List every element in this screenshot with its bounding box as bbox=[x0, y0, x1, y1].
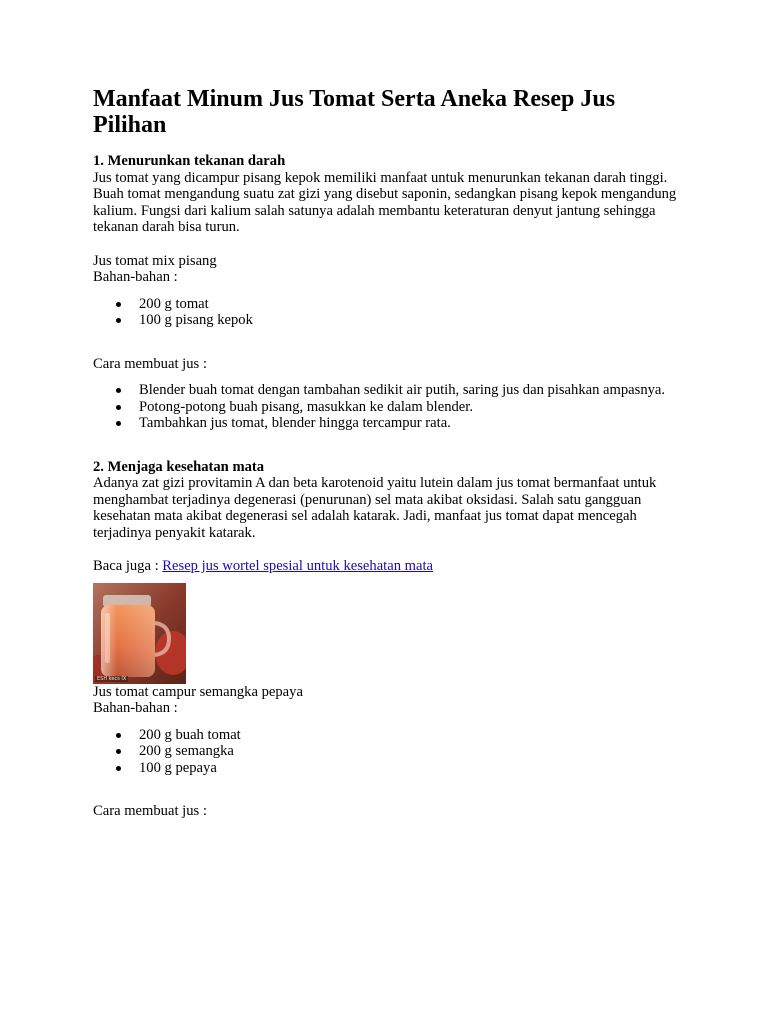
bullet-icon bbox=[116, 766, 121, 771]
bullet-icon bbox=[116, 421, 121, 426]
recipe-1-ingredients-label: Bahan-bahan : bbox=[93, 269, 178, 286]
recipe-1-ingredient-list bbox=[93, 296, 678, 329]
recipe-2-ingredient-list bbox=[93, 727, 678, 777]
recipe-2-method-label: Cara membuat jus : bbox=[93, 803, 207, 820]
list-item: Tambahkan jus tomat, blender hingga tercampur rata. bbox=[93, 415, 678, 432]
photo-watermark: ESH kecs IX bbox=[97, 675, 127, 682]
recipe-1-name: Jus tomat mix pisang bbox=[93, 252, 217, 269]
recipe-1-step-list bbox=[93, 382, 678, 432]
recipe-1-method-label: Cara membuat jus : bbox=[93, 355, 207, 372]
list-item: Blender buah tomat dengan tambahan sedikit air putih, saring jus dan pisahkan ampasnya. bbox=[93, 382, 678, 399]
list-item: Potong-potong buah pisang, masukkan ke dalam blender. bbox=[93, 399, 678, 416]
bullet-icon bbox=[116, 318, 121, 323]
section-1-heading: 1. Menurunkan tekanan darah bbox=[93, 153, 286, 169]
read-also-label: Baca juga : bbox=[93, 558, 163, 575]
section-1-body: Jus tomat yang dicampur pisang kepok memiliki manfaat untuk menurunkan tekanan darah tinggi. Buah tomat mengandung suatu zat gizi yang disebut saponin, sedangkan pisang kepok mengandung kalium. Fungsi dari kalium salah satunya adalah membantu keteraturan denyut jantung sehingga tekanan darah bisa turun. bbox=[93, 169, 677, 236]
bullet-icon bbox=[116, 302, 121, 307]
list-item: 100 g pisang kepok bbox=[93, 312, 678, 329]
document-page bbox=[93, 86, 678, 820]
list-item: 200 g buah tomat bbox=[93, 727, 678, 744]
read-also bbox=[93, 558, 678, 575]
recipe-2-ingredients-label: Bahan-bahan : bbox=[93, 700, 178, 717]
list-item: 200 g semangka bbox=[93, 743, 678, 760]
bullet-icon bbox=[116, 749, 121, 754]
tomato-juice-photo bbox=[93, 583, 186, 684]
list-item: 200 g tomat bbox=[93, 296, 678, 313]
tomato-juice-jar-image bbox=[93, 583, 186, 684]
bullet-icon bbox=[116, 733, 121, 738]
section-2-body: Adanya zat gizi provitamin A dan beta karotenoid yaitu lutein dalam jus tomat bermanfaat untuk menghambat terjadinya degenerasi (penurunan) sel mata akibat oksidasi. Salah satu gangguan kesehatan mata akibat degenerasi sel adalah katarak. Jadi, manfaat jus tomat dapat mencegah terjadinya penyakit katarak. bbox=[93, 475, 657, 541]
bullet-icon bbox=[116, 405, 121, 410]
section-2-heading: 2. Menjaga kesehatan mata bbox=[93, 458, 265, 475]
list-item: 100 g pepaya bbox=[93, 760, 678, 777]
read-also-link[interactable]: Resep jus wortel spesial untuk kesehatan mata bbox=[162, 558, 434, 575]
bullet-icon bbox=[116, 388, 121, 393]
page-title: Manfaat Minum Jus Tomat Serta Aneka Resep Jus Pilihan bbox=[93, 86, 616, 138]
recipe-2-name: Jus tomat campur semangka pepaya bbox=[93, 683, 303, 700]
